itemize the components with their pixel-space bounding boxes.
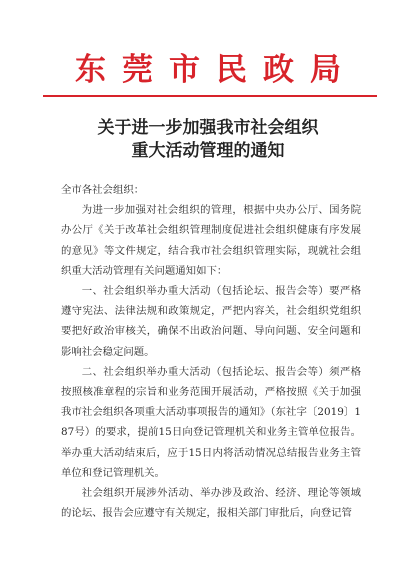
notice-paragraph-intro: 为进一步加强对社会组织的管理，根据中央办公厅、国务院办公厅《关于改革社会组织管理制度促进社会组织健康有序发展的意见》等文件规定，结合我市社会组织管理实际，现就社会组织重大活动管理有关问题通知如下： bbox=[61, 204, 361, 277]
notice-paragraph-item-1: 一、社会组织举办重大活动（包括论坛、报告会等）要严格遵守宪法、法律法规和政策规定，严把内容关，社会组织党组织要把好政治审核关，确保不出政治问题、导向问题、安全问题和影响社会稳定问题。 bbox=[61, 285, 361, 358]
notice-body bbox=[61, 180, 361, 523]
notice-title bbox=[0, 117, 416, 163]
letterhead-org-name: 东莞市民政局 bbox=[75, 52, 357, 88]
notice-paragraph-item-2: 二、社会组织举办重大活动（包括论坛、报告会等）须严格按照核准章程的宗旨和业务范围开展活动，严格按照《关于加强我市社会组织各项重大活动事项报告的通知》（东社字〔2019〕187号）的要求，提前15日向登记管理机关和业务主管单位报告。举办重大活动结束后，应于15日内将活动情况总结报告业务主管单位和登记管理机关。 bbox=[61, 365, 361, 479]
notice-title-line-2: 重大活动管理的通知 bbox=[131, 141, 285, 161]
notice-salutation: 全市各社会组织： bbox=[61, 184, 145, 196]
letterhead-red-rule bbox=[43, 95, 377, 97]
notice-paragraph-item-3: 社会组织开展涉外活动、举办涉及政治、经济、理论等领域的论坛、报告会应遵守有关规定，报相关部门审批后，向登记管 bbox=[61, 487, 361, 520]
notice-title-line-1: 关于进一步加强我市社会组织 bbox=[97, 118, 319, 138]
